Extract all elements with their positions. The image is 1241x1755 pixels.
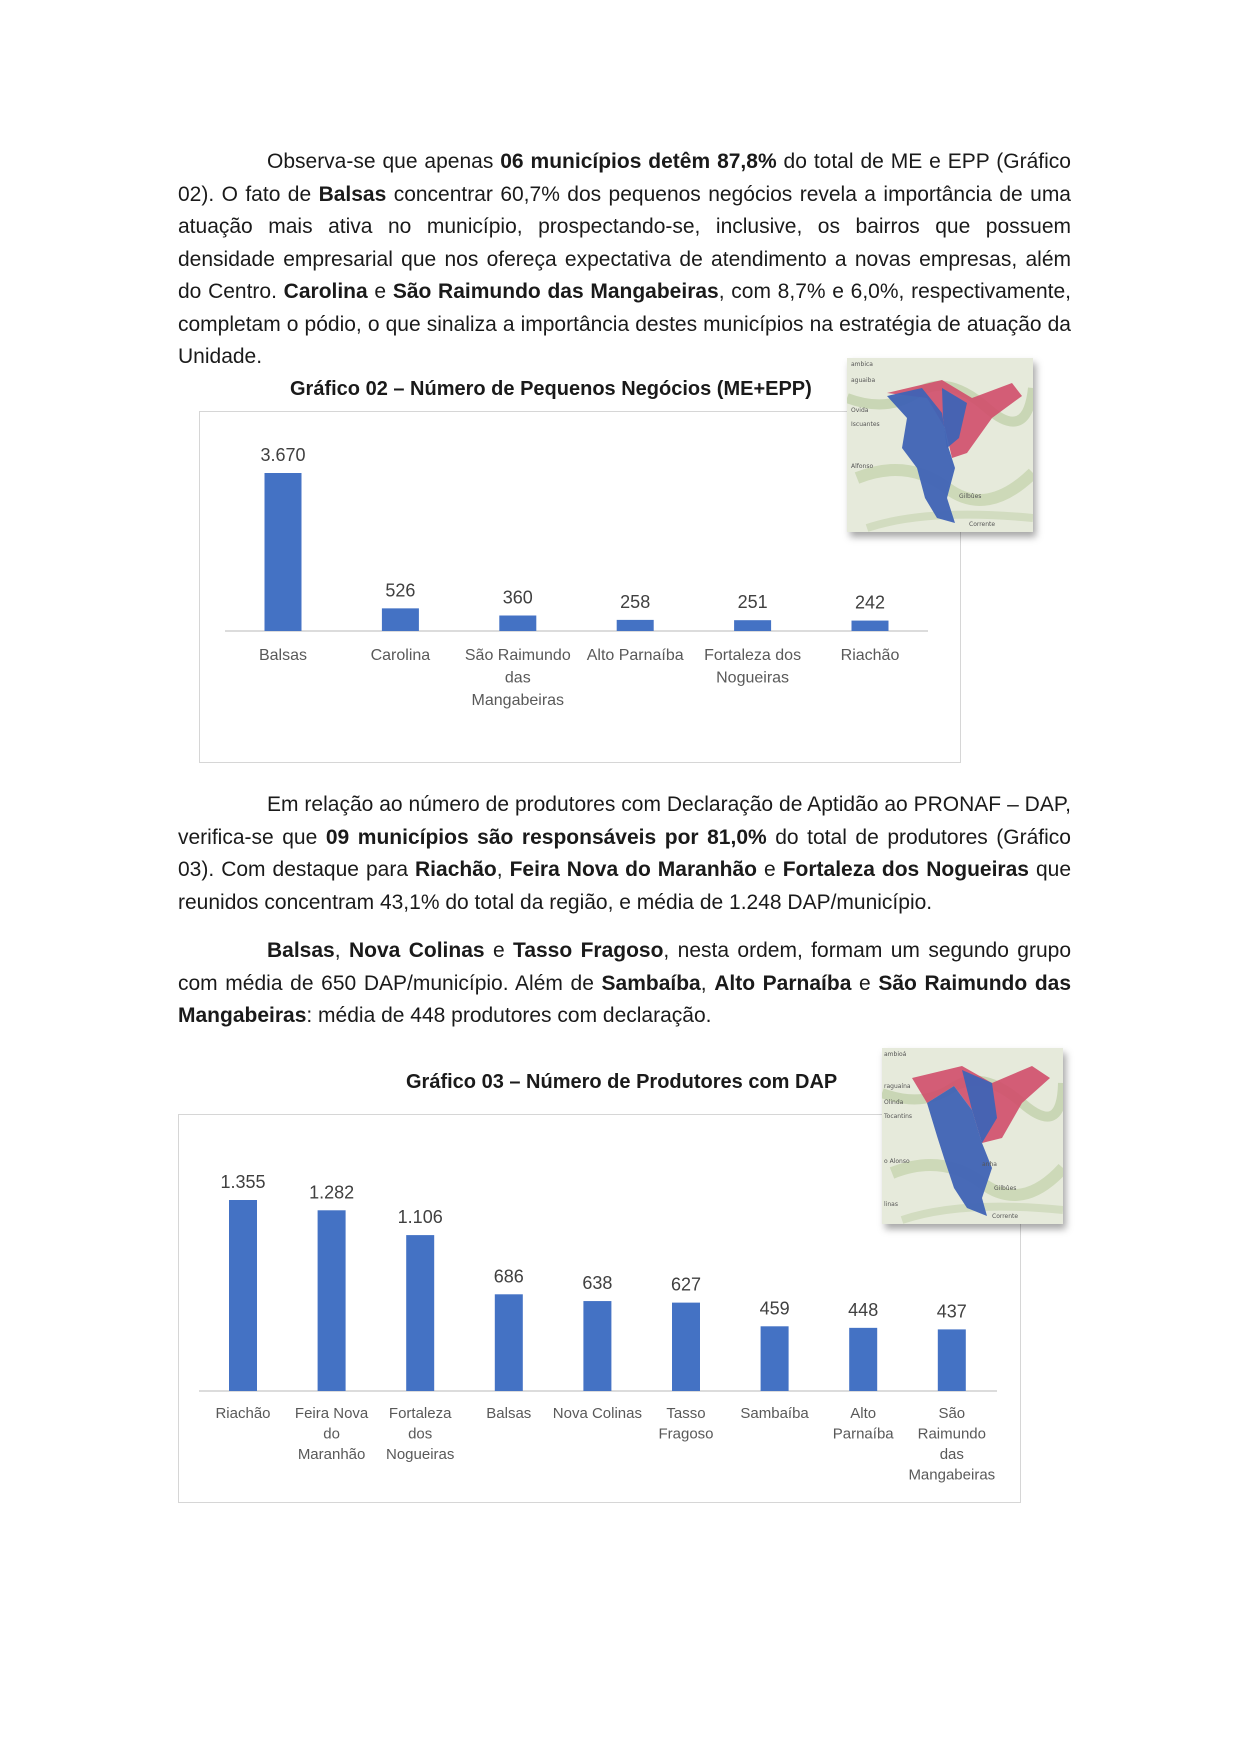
x-tick-label: Alto Parnaíba	[586, 647, 684, 664]
data-label: 448	[848, 1299, 879, 1320]
bold-text-run: Alto Parnaíba	[714, 971, 852, 995]
x-tick-label: Fortaleza	[388, 1405, 452, 1422]
data-label: 1.106	[397, 1207, 443, 1228]
region-map-thumbnail-2	[882, 1048, 1063, 1224]
x-tick-label: Riachão	[215, 1405, 271, 1422]
bold-text-run: Riachão	[415, 858, 497, 881]
chart-02-title: Gráfico 02 – Número de Pequenos Negócios (ME+EPP)	[290, 378, 812, 400]
text-run: do total de produtores (Gráfico 03). Com destaque para	[178, 825, 1071, 881]
bold-text-run: São Raimundo das Mangabeiras	[178, 971, 1072, 1027]
text-run: que reunidos concentram 43,1% do total da região, e média de 1.248 DAP/município.	[178, 858, 1072, 914]
chart-03-title: Gráfico 03 – Número de Produtores com DAP	[406, 1071, 838, 1093]
bar-sambaíba	[761, 1326, 789, 1391]
data-label: 638	[582, 1273, 613, 1294]
data-label: 1.282	[309, 1182, 355, 1203]
bold-text-run: 09 municípios são responsáveis por 81,0%	[325, 825, 767, 849]
text-run: , com 8,7% e 6,0%, respectivamente, completam o pódio, o que sinaliza a importância destes municípios na estratégia de atuação da Unidade.	[178, 280, 1071, 368]
data-label: 251	[737, 592, 768, 613]
x-tick-label: das	[504, 669, 531, 687]
text-run: e	[757, 858, 783, 881]
bar-riachão	[229, 1200, 257, 1391]
data-label: 258	[620, 591, 651, 612]
map-label: Alfonso	[851, 463, 874, 470]
x-tick-label: Parnaíba	[832, 1425, 894, 1443]
map-label: Olinda	[884, 1099, 904, 1106]
data-label: 686	[493, 1266, 524, 1287]
x-tick-label: Raimundo	[917, 1425, 986, 1443]
map-label: ambioá	[884, 1051, 907, 1058]
map-label: Iscuantes	[851, 421, 880, 428]
x-tick-label: Feira Nova	[294, 1405, 369, 1422]
map-label: Ovida	[851, 407, 869, 414]
text-run: Em relação ao número de produtores com Declaração de Aptidão ao PRONAF – DAP, verifica-se que	[178, 793, 1071, 849]
bold-text-run: Fortaleza dos Nogueiras	[782, 858, 1029, 881]
x-tick-label: Alto	[850, 1405, 877, 1422]
map-label: Gilbûes	[994, 1185, 1017, 1192]
x-tick-label: Sambaíba	[740, 1405, 809, 1422]
text-run: e	[851, 971, 879, 995]
data-label: 627	[670, 1274, 702, 1295]
bar-balsas	[495, 1294, 523, 1391]
data-label: 3.670	[260, 445, 306, 465]
x-tick-label: dos	[408, 1425, 433, 1443]
bold-text-run: 06 municípios detêm 87,8%	[500, 150, 777, 173]
bar-feira-nova-do-maranhão	[318, 1210, 346, 1391]
bar-nova-colinas	[583, 1301, 611, 1391]
x-tick-label: Nogueiras	[386, 1446, 455, 1463]
bold-text-run: Balsas	[318, 182, 387, 206]
map-label: ambica	[851, 361, 873, 368]
text-run: Observa-se que apenas	[267, 150, 501, 173]
bar-são-raimundo-das-mangabeiras	[938, 1329, 966, 1391]
map-label: aguaiba	[851, 377, 876, 384]
x-tick-label: Maranhão	[297, 1446, 366, 1463]
bold-text-run: Feira Nova do Maranhão	[509, 858, 757, 881]
text-run: do total de ME e EPP (Gráfico 02). O fato de	[178, 150, 1071, 206]
x-tick-label: das	[939, 1446, 964, 1463]
text-run: concentrar 60,7% dos pequenos negócios revela a importância de uma atuação mais ativa no município, prospectando-se, inclusive, os bairros que possuem densidade empresarial que nos ofereça expectativa de atendimento a novas empresas, além do Centro.	[178, 182, 1071, 303]
data-label: 1.355	[220, 1172, 266, 1192]
x-tick-label: Tasso	[666, 1405, 706, 1422]
data-label: 242	[854, 592, 886, 613]
map-label: raguaína	[884, 1083, 911, 1090]
bold-text-run: Nova Colinas	[348, 939, 485, 962]
bar-tasso-fragoso	[672, 1303, 700, 1391]
map-label: o Alonso	[884, 1158, 910, 1165]
data-label: 360	[502, 587, 533, 608]
x-tick-label: Carolina	[370, 647, 431, 664]
bold-text-run: Balsas	[267, 939, 335, 962]
text-run: ,	[334, 939, 349, 962]
x-tick-label: Riachão	[840, 647, 900, 664]
x-tick-label: Mangabeiras	[471, 692, 565, 709]
x-tick-label: do	[323, 1425, 340, 1443]
text-run: e	[367, 280, 393, 303]
x-tick-label: São	[938, 1405, 966, 1422]
text-run: ,	[700, 971, 715, 995]
x-tick-label: Fortaleza dos	[704, 647, 802, 664]
map-label: Gilbûes	[959, 493, 982, 500]
x-tick-label: Nova Colinas	[552, 1405, 643, 1422]
text-run: e	[484, 939, 514, 962]
text-run: : média de 448 produtores com declaração.	[306, 1004, 712, 1027]
bold-text-run: Tasso Fragoso	[513, 939, 664, 962]
x-tick-label: Mangabeiras	[908, 1466, 996, 1484]
text-run: ,	[496, 858, 510, 881]
data-label: 437	[936, 1301, 967, 1322]
map-label: Corrente	[969, 521, 996, 528]
text-run: , nesta ordem, formam um segundo grupo com média de 650 DAP/município. Além de	[178, 939, 1071, 995]
map-label: Tocantins	[884, 1113, 913, 1120]
x-tick-label: São Raimundo	[464, 647, 571, 664]
x-tick-label: Nogueiras	[716, 669, 790, 687]
map-label: anha	[982, 1161, 997, 1168]
bold-text-run: São Raimundo das Mangabeiras	[392, 280, 719, 303]
bold-text-run: Carolina	[283, 280, 368, 303]
data-label: 459	[759, 1298, 790, 1319]
data-label: 526	[385, 580, 416, 601]
x-tick-label: Balsas	[486, 1405, 532, 1422]
bar-fortaleza-dos-nogueiras	[406, 1235, 434, 1391]
bar-alto-parnaíba	[849, 1328, 877, 1391]
map-label: linas	[884, 1201, 898, 1208]
x-tick-label: Fragoso	[658, 1425, 714, 1443]
x-tick-label: Balsas	[258, 647, 308, 664]
map-label: Corrente	[992, 1213, 1019, 1220]
bold-text-run: Sambaíba	[601, 971, 701, 995]
